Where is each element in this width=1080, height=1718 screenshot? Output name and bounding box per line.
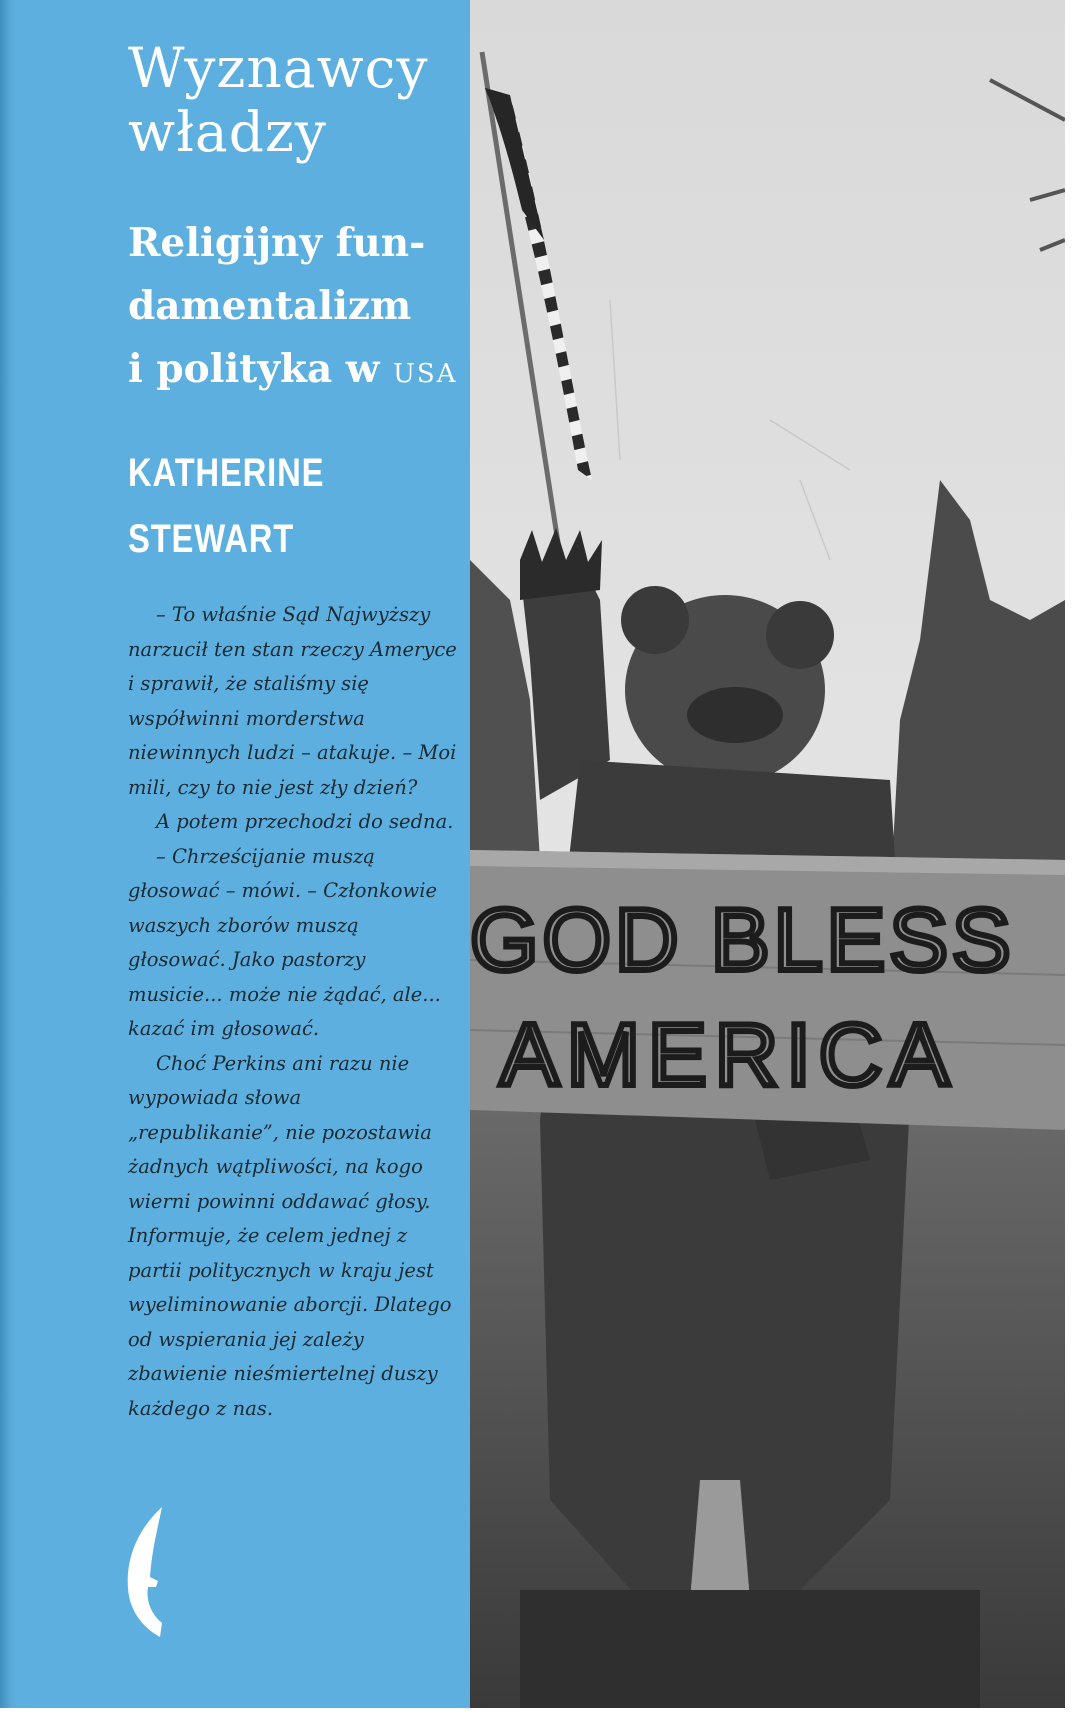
spine-edge [0,0,18,1708]
sign-line-2: AMERICA [500,1005,957,1104]
sign-line-1: GOD BLESS [470,890,1015,989]
book-subtitle [128,212,473,406]
book-title [128,36,468,164]
blurb-paragraph-4: Choć Perkins ani razu nie wypowiada słowa „republikanie”, nie pozostawia żadnych wątpliwości, na kogo wierni powinni oddawać głosy. Informuje, że celem jednej z partii politycznych w kraju jest wyeliminowanie aborcji. Dlatego od wspierania jej zależy zbawienie nieśmiertelnej duszy każdego z nas. [128,1051,452,1420]
author-first-name: KATHERINE [128,451,325,495]
title-line-1: Wyznawcy [128,36,429,100]
subtitle-line-3-prefix: i polityka w [128,346,394,392]
author-name [128,440,399,572]
blurb-paragraph-3: – Chrześcijanie muszą głosować – mówi. – Członkowie waszych zborów muszą głosować. Jako pastorzy musicie... może nie żądać, ale... kazać im głosować. [128,844,441,1040]
publisher-logo-icon [122,1505,182,1640]
god-bless-america-sign [470,850,1065,1130]
cover-photo [470,0,1065,1708]
blurb-paragraph-2: A potem przechodzi do sedna. [156,810,454,833]
title-line-2: władzy [128,100,327,164]
subtitle-line-1: Religijny fun- [128,220,426,266]
subtitle-line-2: damentalizm [128,283,412,329]
blurb-text [128,598,458,1426]
author-last-name: STEWART [128,517,295,561]
subtitle-line-3 [128,338,473,406]
subtitle-line-3-small: USA [393,359,458,389]
blurb-paragraph-1: – To właśnie Sąd Najwyższy narzucił ten stan rzeczy Ameryce i sprawił, że staliśmy się współwinni morderstwa niewinnych ludzi – atakuje. – Moi mili, czy to nie jest zły dzień? [128,603,457,799]
